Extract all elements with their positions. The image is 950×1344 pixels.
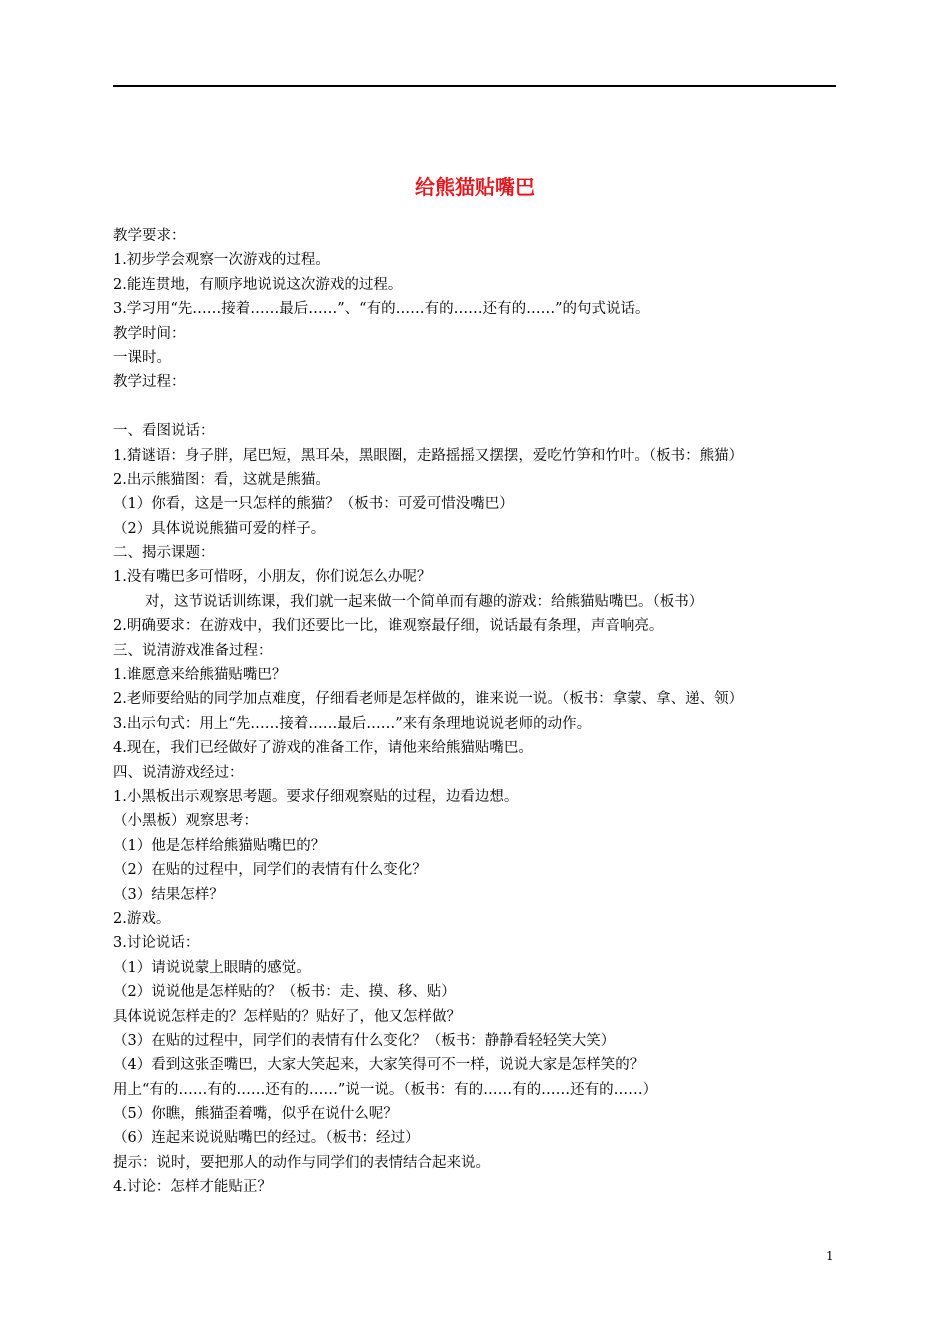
text-line: 教学过程： bbox=[113, 374, 186, 391]
text-line: 教学时间： bbox=[113, 325, 186, 342]
text-line: 1.谁愿意来给熊猫贴嘴巴？ bbox=[113, 667, 287, 684]
text-line: 2.明确要求：在游戏中，我们还要比一比，谁观察最仔细，说话最有条理，声音响亮。 bbox=[113, 618, 664, 635]
text-line: （1）你看，这是一只怎样的熊猫？（板书：可爱可惜没嘴巴） bbox=[113, 496, 514, 513]
text-line: 对，这节说话训练课，我们就一起来做一个简单而有趣的游戏：给熊猫贴嘴巴。（板书） bbox=[145, 593, 704, 610]
text-line: 三、说清游戏准备过程： bbox=[113, 642, 273, 659]
text-line: 四、说清游戏经过： bbox=[113, 764, 244, 781]
text-line: 一课时。 bbox=[113, 349, 171, 366]
text-line: 用上“有的……有的……还有的……”说一说。（板书：有的……有的……还有的……） bbox=[113, 1081, 658, 1098]
text-line: 2.游戏。 bbox=[113, 910, 171, 927]
text-line: 3.讨论说话： bbox=[113, 935, 200, 952]
text-line: 具体说说怎样走的？怎样贴的？贴好了，他又怎样做？ bbox=[113, 1008, 461, 1025]
text-line: （4）看到这张歪嘴巴，大家大笑起来，大家笑得可不一样，说说大家是怎样笑的？ bbox=[113, 1057, 645, 1074]
text-line: （1）他是怎样给熊猫贴嘴巴的？ bbox=[113, 837, 326, 854]
text-line: （2）说说他是怎样贴的？（板书：走、摸、移、贴） bbox=[113, 984, 456, 1001]
text-line: （小黑板）观察思考： bbox=[113, 813, 258, 830]
document-body bbox=[113, 224, 873, 1200]
text-line: 4.讨论：怎样才能贴正？ bbox=[113, 1179, 272, 1196]
text-line: （5）你瞧，熊猫歪着嘴，似乎在说什么呢？ bbox=[113, 1106, 398, 1123]
text-line: （2）在贴的过程中，同学们的表情有什么变化？ bbox=[113, 862, 427, 879]
page-number: 1 bbox=[826, 1249, 834, 1263]
header-rule bbox=[113, 85, 836, 87]
text-line: （3）在贴的过程中，同学们的表情有什么变化？（板书：静静看轻轻笑大笑） bbox=[113, 1032, 616, 1049]
blank-line bbox=[113, 395, 873, 419]
page-title: 给熊猫贴嘴巴 bbox=[415, 175, 535, 199]
text-line: 提示：说时，要把那人的动作与同学们的表情结合起来说。 bbox=[113, 1154, 490, 1171]
text-line: 2.出示熊猫图：看，这就是熊猫。 bbox=[113, 471, 330, 488]
text-line: 1.没有嘴巴多可惜呀，小朋友，你们说怎么办呢？ bbox=[113, 569, 432, 586]
text-line: （6）连起来说说贴嘴巴的经过。（板书：经过） bbox=[113, 1130, 420, 1147]
text-line: （3）结果怎样？ bbox=[113, 886, 224, 903]
text-line: 二、揭示课题： bbox=[113, 545, 215, 562]
text-line: 1.小黑板出示观察思考题。要求仔细观察贴的过程，边看边想。 bbox=[113, 788, 519, 805]
text-line: 一、看图说话： bbox=[113, 423, 215, 440]
text-line: 1.初步学会观察一次游戏的过程。 bbox=[113, 252, 330, 269]
text-line: 3.学习用“先……接着……最后……”、“有的……有的……还有的……”的句式说话。 bbox=[113, 301, 650, 318]
text-line: 2.能连贯地，有顺序地说说这次游戏的过程。 bbox=[113, 276, 403, 293]
text-line: 1.猜谜语：身子胖，尾巴短，黑耳朵，黑眼圈，走路摇摇又摆摆，爱吃竹笋和竹叶。（板书：熊猫） bbox=[113, 447, 744, 464]
text-line: 教学要求： bbox=[113, 228, 186, 244]
text-line: 4.现在，我们已经做好了游戏的准备工作，请他来给熊猫贴嘴巴。 bbox=[113, 740, 533, 757]
text-line: 3.出示句式：用上“先……接着……最后……”来有条理地说说老师的动作。 bbox=[113, 715, 592, 732]
text-line: （1）请说说蒙上眼睛的感觉。 bbox=[113, 959, 311, 976]
text-line: （2）具体说说熊猫可爱的样子。 bbox=[113, 520, 326, 537]
text-line: 2.老师要给贴的同学加点难度，仔细看老师是怎样做的，谁来说一说。（板书：拿蒙、拿、递、领） bbox=[113, 691, 744, 708]
